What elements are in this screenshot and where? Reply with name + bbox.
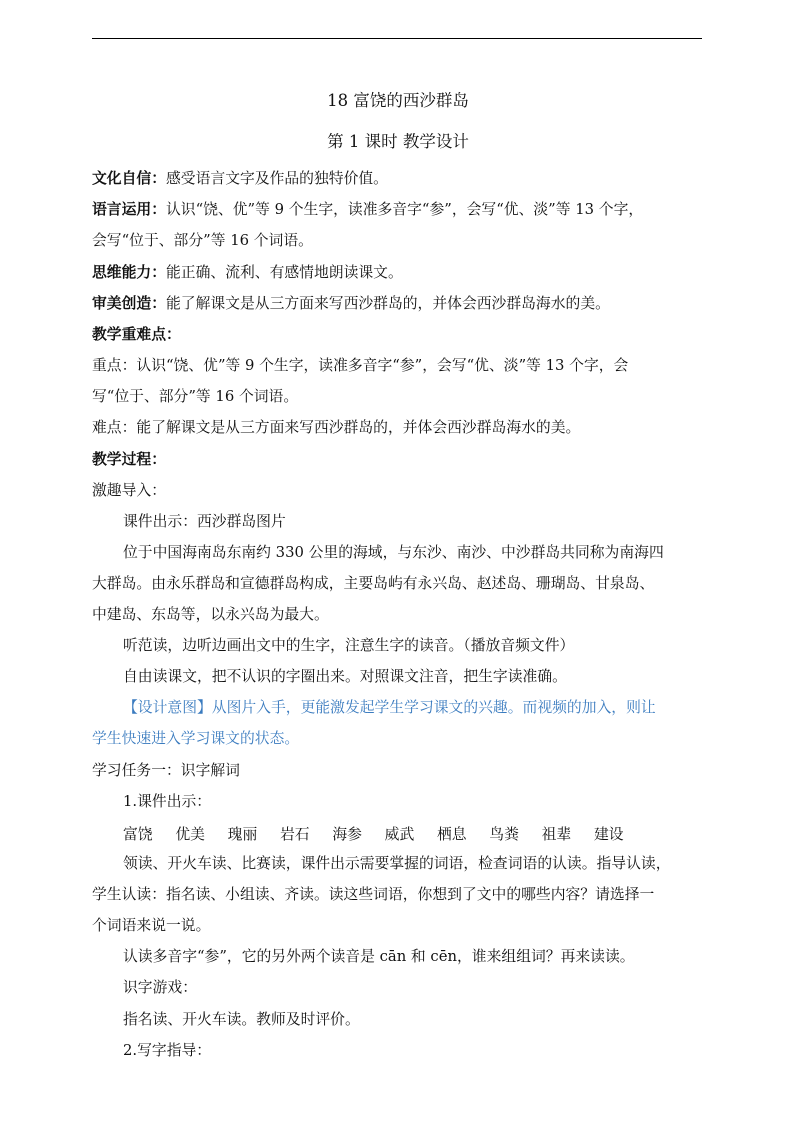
task-line-6: 指名读、开火车读。教师及时评价。 bbox=[123, 1011, 360, 1028]
word-item: 威武 bbox=[384, 826, 415, 843]
word-list bbox=[123, 823, 642, 844]
task-line-7: 2.写字指导： bbox=[123, 1042, 212, 1059]
goal-language: 语言运用：认识“饶、优”等 9 个生字，读准多音字“参”，会写“优、淡”等 13 个字， bbox=[92, 201, 644, 218]
courseware-label: 1.课件出示： bbox=[123, 793, 212, 810]
design-intent: 【设计意图】从图片入手，更能激发起学生学习课文的兴趣。而视频的加入，则让 bbox=[123, 699, 656, 716]
task-line-5: 识字游戏： bbox=[123, 979, 197, 996]
goal-thinking: 思维能力：能正确、流利、有感情地朗读课文。 bbox=[92, 264, 403, 281]
word-item: 富饶 bbox=[123, 826, 153, 843]
key-point-1: 重点：认识“饶、优”等 9 个生字，读准多音字“参”，会写“优、淡”等 13 个字，会 bbox=[92, 357, 629, 374]
lesson-title: 18 富饶的西沙群岛 bbox=[327, 91, 469, 110]
word-item: 建设 bbox=[593, 826, 624, 843]
goal-language-cont: 会写“位于、部分”等 16 个词语。 bbox=[92, 232, 313, 249]
intro-line-4: 中建岛、东岛等，以永兴岛为最大。 bbox=[92, 606, 329, 623]
lesson-subtitle: 第 1 课时 教学设计 bbox=[327, 132, 469, 151]
process-heading: 教学过程： bbox=[92, 451, 166, 468]
goal-aesthetic: 审美创造：能了解课文是从三方面来写西沙群岛的，并体会西沙群岛海水的美。 bbox=[92, 295, 610, 312]
task-line-4: 认读多音字“参”，它的另外两个读音是 cān 和 cēn，谁来组组词？再来读读。 bbox=[123, 948, 635, 965]
word-item: 海参 bbox=[332, 826, 362, 843]
design-intent-cont: 学生快速进入学习课文的状态。 bbox=[92, 730, 300, 747]
task-line-2: 学生认读：指名读、小组读、齐读。读这些词语，你想到了文中的哪些内容？请选择一 bbox=[92, 886, 655, 903]
key-point-1-cont: 写“位于、部分”等 16 个词语。 bbox=[92, 388, 299, 405]
intro-heading: 激趣导入： bbox=[92, 482, 166, 499]
word-item: 瑰丽 bbox=[227, 826, 258, 843]
task-line-3: 个词语来说一说。 bbox=[92, 917, 211, 934]
intro-line-2: 位于中国海南岛东南约 330 公里的海域，与东沙、南沙、中沙群岛共同称为南海四 bbox=[123, 544, 664, 561]
word-item: 鸟粪 bbox=[489, 826, 519, 843]
intro-line-6: 自由读课文，把不认识的字圈出来。对照课文注音，把生字读准确。 bbox=[123, 668, 567, 685]
intro-line-1: 课件出示：西沙群岛图片 bbox=[123, 513, 286, 530]
task-line-1: 领读、开火车读、比赛读，课件出示需要掌握的词语，检查词语的认读。指导认读， bbox=[123, 855, 671, 872]
key-point-2: 难点：能了解课文是从三方面来写西沙群岛的，并体会西沙群岛海水的美。 bbox=[92, 419, 581, 436]
word-item: 岩石 bbox=[279, 826, 310, 843]
intro-line-3: 大群岛。由永乐群岛和宣德群岛构成，主要岛屿有永兴岛、赵述岛、珊瑚岛、甘泉岛、 bbox=[92, 575, 655, 592]
word-item: 祖辈 bbox=[541, 826, 572, 843]
goal-culture: 文化自信：感受语言文字及作品的独特价值。 bbox=[92, 170, 388, 187]
header-rule bbox=[92, 38, 702, 39]
word-item: 优美 bbox=[175, 826, 205, 843]
key-heading: 教学重难点： bbox=[92, 326, 181, 343]
task1-heading: 学习任务一：识字解词 bbox=[92, 762, 240, 779]
intro-line-5: 听范读，边听边画出文中的生字，注意生字的读音。（播放音频文件） bbox=[123, 637, 575, 654]
word-item: 栖息 bbox=[436, 826, 467, 843]
